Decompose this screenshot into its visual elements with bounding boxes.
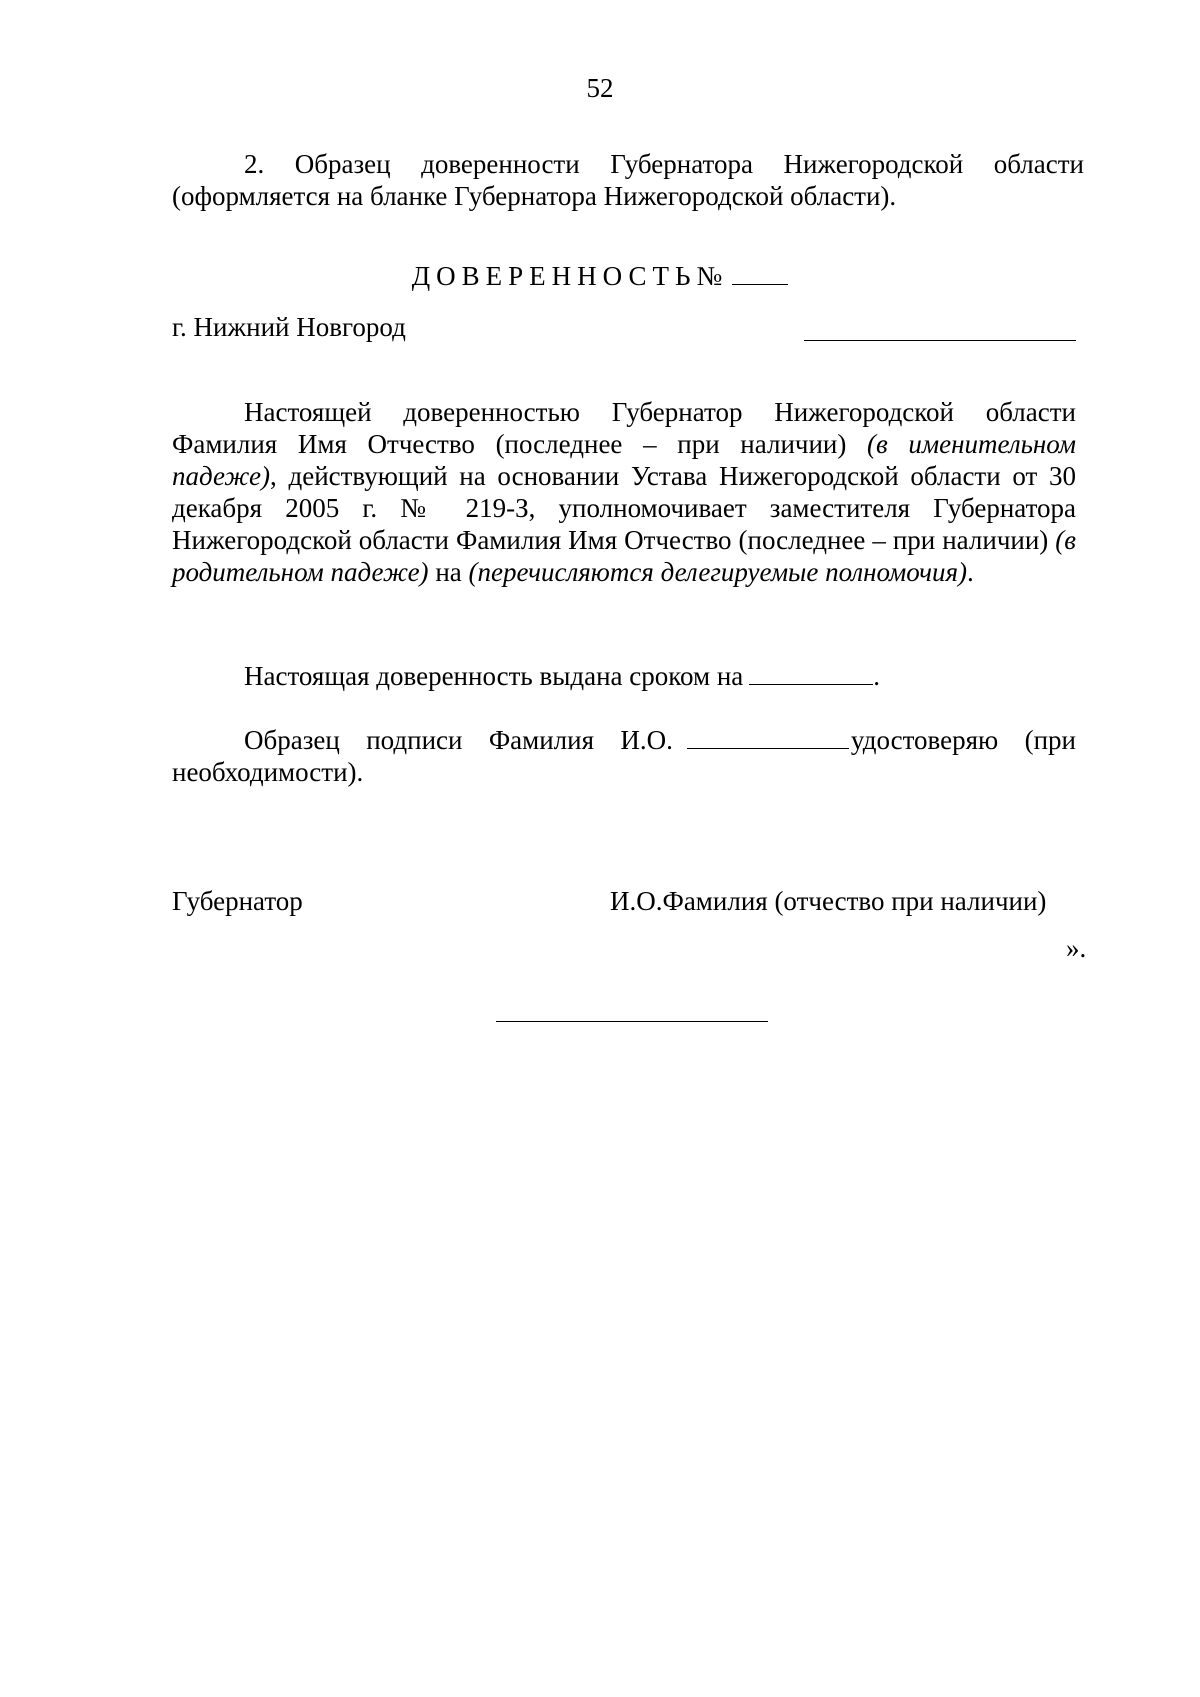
sample-text-before: Образец подписи Фамилия И.О. <box>244 725 673 755</box>
term-paragraph <box>244 658 880 692</box>
body-italic-3: (перечисляются делегируемые полномочия) <box>468 557 967 587</box>
signatory-name: И.О.Фамилия (отчество при наличии) <box>610 886 1047 916</box>
end-separator-line <box>496 1021 768 1022</box>
body-text-2: , действующий на основании Устава Нижегородской области от 30 декабря 2005 г. № 219-З, уполномочивает заместителя Губернатора Нижегородской области Фамилия Имя Отчество (последнее – при наличии) <box>172 461 1076 555</box>
closing-quote: ». <box>1066 933 1087 963</box>
document-heading <box>0 258 1200 292</box>
body-text-4: . <box>967 557 974 587</box>
sample-text-after: удостоверяю (при необходимости). <box>172 725 1076 787</box>
heading-title: ДОВЕРЕННОСТЬ <box>411 261 697 291</box>
signature-blank <box>687 722 849 749</box>
signatory-position: Губернатор <box>172 886 303 916</box>
term-blank <box>749 658 873 685</box>
page-number: 52 <box>586 73 614 103</box>
intro-paragraph: 2. Образец доверенности Губернатора Нижегородской области (оформляется на бланке Губернатора Нижегородской области). <box>172 149 1084 211</box>
body-text-3: на <box>428 557 469 587</box>
date-blank-line <box>804 340 1076 341</box>
body-italic-1: (в именительном падеже) <box>172 429 1076 491</box>
number-sign: № <box>696 261 729 291</box>
body-italic-2: (в родительном падеже) <box>172 525 1076 587</box>
signature-sample-paragraph <box>172 722 1076 788</box>
body-paragraph <box>172 396 1076 588</box>
term-end: . <box>873 661 880 691</box>
body-text-1: Настоящей доверенностью Губернатор Нижегородской области Фамилия Имя Отчество (последнее – при наличии) <box>172 397 1076 459</box>
number-blank <box>732 258 788 285</box>
city-label: г. Нижний Новгород <box>172 312 406 342</box>
term-text: Настоящая доверенность выдана сроком на <box>244 661 744 691</box>
